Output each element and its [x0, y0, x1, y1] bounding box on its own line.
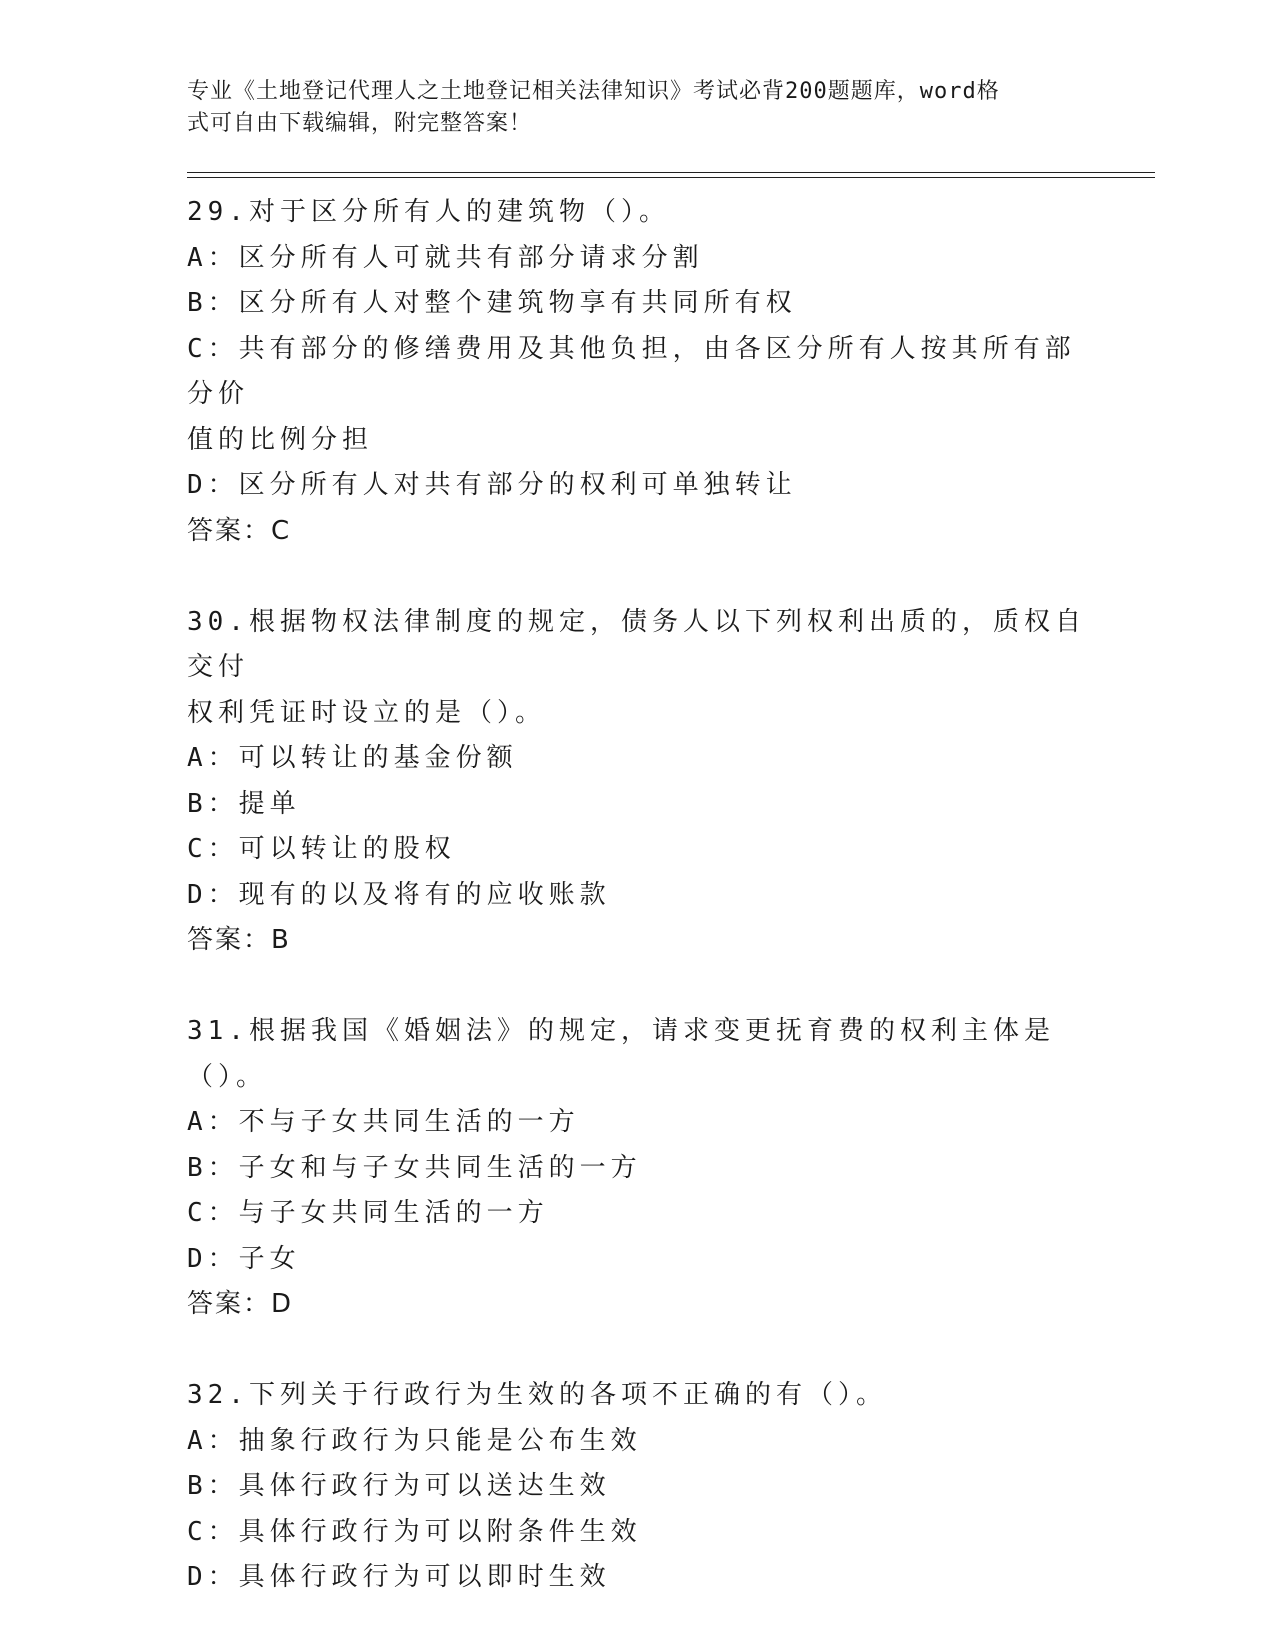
header-rule-bottom	[187, 177, 1155, 178]
answer-option: D：子女	[187, 1243, 301, 1274]
answer-key: 答案：D	[187, 1289, 294, 1319]
answer-option: C：具体行政行为可以附条件生效	[187, 1516, 642, 1547]
question-spacer	[187, 964, 1087, 1010]
header-rule-top	[187, 172, 1155, 173]
answer-option: C：共有部分的修缮费用及其他负担，由各区分所有人按其所有部分价	[187, 333, 1076, 409]
answer-option: C：与子女共同生活的一方	[187, 1198, 549, 1228]
answer-option: B：区分所有人对整个建筑物享有共同所有权	[187, 288, 797, 318]
answer-option: D：具体行政行为可以即时生效	[187, 1562, 611, 1592]
answer-option: A：区分所有人可就共有部分请求分割	[187, 242, 704, 273]
answer-option: D：区分所有人对共有部分的权利可单独转让	[187, 470, 797, 500]
question-stem: 32.下列关于行政行为生效的各项不正确的有（）。	[187, 1380, 887, 1410]
answer-option: B：子女和与子女共同生活的一方	[187, 1152, 642, 1183]
question-spacer	[187, 1328, 1087, 1374]
answer-key: 答案：B	[187, 925, 291, 955]
question-spacer	[187, 554, 1087, 600]
document-header	[187, 76, 1067, 140]
question-stem: 30.根据物权法律制度的规定，债务人以下列权利出质的，质权自交付	[187, 606, 1086, 682]
header-line-1: 专业《土地登记代理人之土地登记相关法律知识》考试必背200题题库，word格	[187, 79, 1000, 104]
question-stem: 29.对于区分所有人的建筑物（）。	[187, 197, 670, 227]
question-stem: 31.根据我国《婚姻法》的规定，请求变更抚育费的权利主体是（）。	[187, 1016, 1055, 1092]
answer-option: 值的比例分担	[187, 424, 374, 455]
answer-option: A：抽象行政行为只能是公布生效	[187, 1425, 642, 1456]
question-block	[187, 1373, 1087, 1601]
question-block	[187, 190, 1087, 554]
answer-option: A：不与子女共同生活的一方	[187, 1107, 580, 1137]
answer-option: C：可以转让的股权	[187, 834, 456, 864]
question-stem: 权利凭证时设立的是（）。	[187, 697, 547, 728]
question-block	[187, 1009, 1087, 1328]
answer-option: A：可以转让的基金份额	[187, 743, 518, 773]
answer-key: 答案：C	[187, 515, 292, 546]
header-line-2: 式可自由下载编辑，附完整答案！	[187, 111, 533, 136]
question-list	[187, 190, 1087, 1601]
answer-option: B：提单	[187, 788, 301, 819]
answer-option: D：现有的以及将有的应收账款	[187, 879, 611, 910]
question-block	[187, 600, 1087, 964]
answer-option: B：具体行政行为可以送达生效	[187, 1471, 611, 1501]
